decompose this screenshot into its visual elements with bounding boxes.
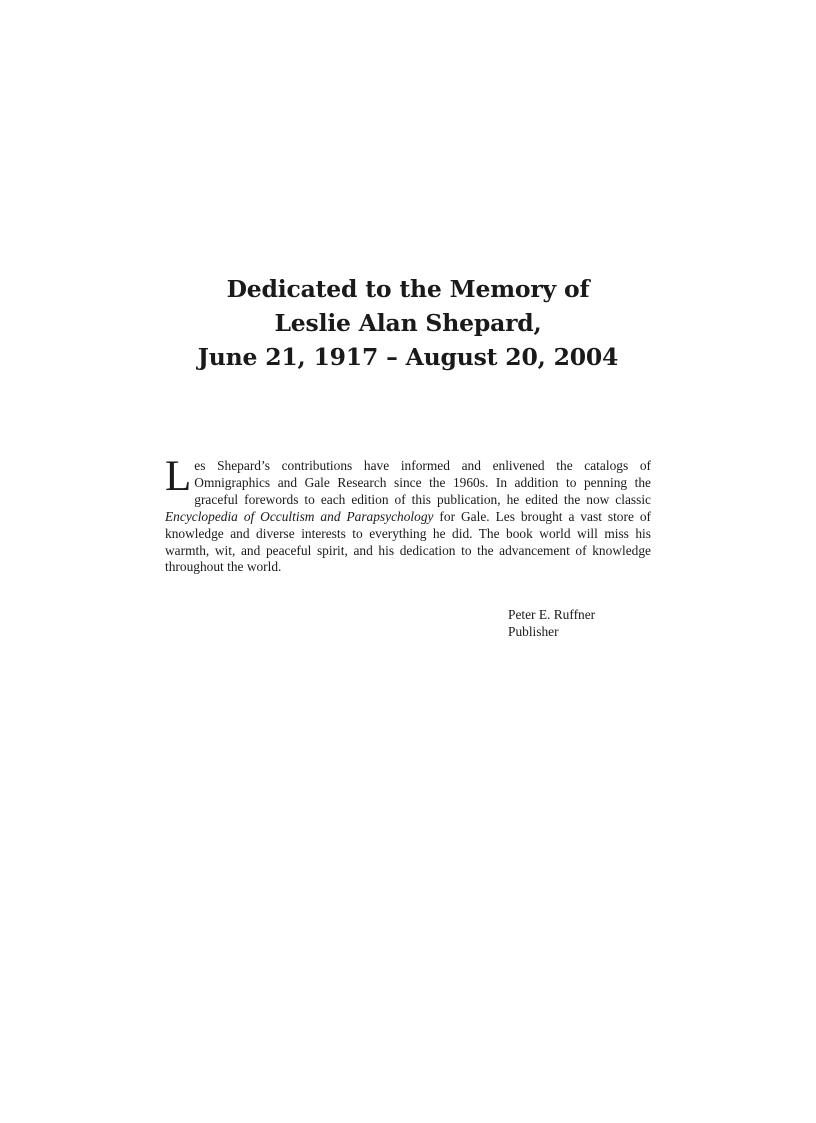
signature-name: Peter E. Ruffner <box>508 607 596 622</box>
signature-role: Publisher <box>508 624 559 639</box>
dedication-paragraph <box>165 453 651 576</box>
dedication-text-part-1: es Shepard’s contributions have informed and enlivened the catalogs of Omnigraphics and Gale Research since the 1960s. In addition to penning the graceful forewords to each edition of this publication, he edited the now classic <box>194 458 651 507</box>
signature-block <box>508 606 595 640</box>
heading-line-1: Dedicated to the Memory of <box>226 275 590 303</box>
drop-cap: L <box>165 453 192 500</box>
book-title: Encyclopedia of Occultism and Parapsychology <box>165 508 434 524</box>
dedication-text <box>165 453 651 576</box>
heading-line-3: June 21, 1917 – August 20, 2004 <box>197 343 619 371</box>
dedication-heading <box>0 272 816 374</box>
dedication-text-part-2: for Gale. Les brought a vast store of knowledge and diverse interests to everything he did. The book world will miss his warmth, wit, and peaceful spirit, and his dedication to the advancement of knowledge throughout the world. <box>165 508 651 575</box>
heading-line-2: Leslie Alan Shepard, <box>274 309 542 337</box>
